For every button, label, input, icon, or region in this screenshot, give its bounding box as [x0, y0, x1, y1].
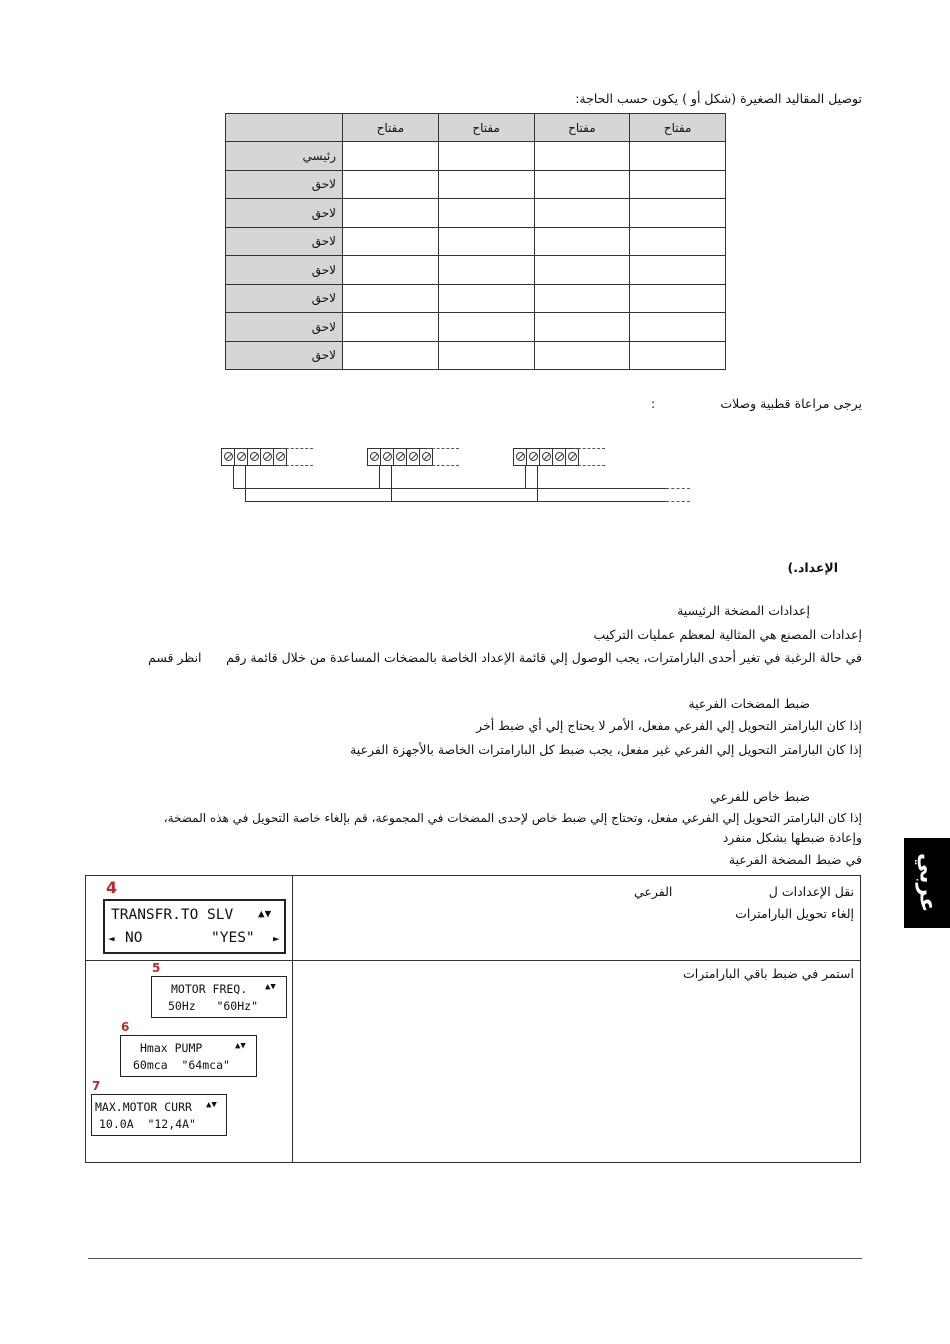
master-line1: إعدادات المصنع هي المثالية لمعظم عمليات التركيب	[593, 627, 862, 642]
row-label: رئيسي	[226, 142, 343, 171]
table-row	[226, 341, 726, 370]
special-line3: في ضبط المضخة الفرعية	[728, 852, 862, 867]
slave-line1: إذا كان البارامتر التحويل إلي الفرعي مفعل، الأمر لا يحتاج إلي أي ضبط أخر	[476, 718, 862, 733]
table-header: مفتاح	[630, 114, 726, 142]
up-down-arrows-icon: ▲▼	[235, 1041, 246, 1051]
connection-text: توصيل المقاليد الصغيرة (شكل أو ) يكون حسب الحاجة:	[575, 91, 862, 106]
step4-text2: إلغاء تحويل البارامترات	[735, 906, 854, 921]
lcd-option-yes: "YES"	[211, 930, 255, 946]
step5-text: استمر في ضبط باقي البارامترات	[682, 966, 854, 981]
lcd-line1: MAX.MOTOR CURR	[95, 1100, 192, 1114]
table-row	[226, 284, 726, 313]
table-row	[226, 142, 726, 171]
lcd-line2: 10.0A "12,4A"	[99, 1117, 196, 1131]
slave-title: ضبط المضخات الفرعية	[688, 696, 810, 711]
right-arrow-icon: ►	[273, 932, 280, 945]
lcd-display	[120, 1035, 257, 1077]
footer-divider	[88, 1258, 862, 1259]
lcd-display	[151, 976, 287, 1018]
row-label: لاحق	[226, 341, 343, 370]
step-number: 7	[92, 1079, 101, 1093]
special-title: ضبط خاص للفرعي	[710, 789, 810, 804]
steps-table	[85, 875, 861, 1163]
table-row	[226, 227, 726, 256]
master-line2: في حالة الرغبة في تغير أحدى البارامترات، يجب الوصول إلي قائمة الإعداد الخاصة بالمضخات المساعدة من خلال قائمة رقم	[226, 650, 862, 665]
left-arrow-icon: ◄	[108, 932, 115, 945]
step4-text1b: الفرعي	[634, 884, 673, 899]
step4-text1: نقل الإعدادات ل	[768, 884, 854, 899]
lcd-display	[103, 899, 286, 954]
row-label: لاحق	[226, 199, 343, 228]
row-label: لاحق	[226, 170, 343, 199]
table-header: مفتاح	[343, 114, 439, 142]
lcd-line2: 60mca "64mca"	[133, 1058, 230, 1072]
up-down-arrows-icon: ▲▼	[258, 907, 272, 920]
slave-line2: إذا كان البارامتر التحويل إلي الفرعي غير مفعل، يجب ضبط كل البارامترات الخاصة بالأجهزة الفرعية	[350, 742, 862, 757]
setup-heading: الإعداد.)	[787, 560, 838, 575]
row-label: لاحق	[226, 227, 343, 256]
step-row	[86, 876, 860, 961]
step-number: 5	[152, 961, 161, 975]
table-header: مفتاح	[438, 114, 534, 142]
lcd-line1: Hmax PUMP	[140, 1041, 203, 1055]
master-line2-ref: انظر قسم	[148, 650, 202, 665]
special-line1: إذا كان البارامتر التحويل إلي الفرعي مفعل، وتحتاج إلي ضبط خاص لإحدى المضخات في المجموعة، قم بإلغاء خاصة التحويل في هذه المضخة،	[163, 811, 862, 825]
table-corner	[226, 114, 343, 142]
polarity-colon: :	[651, 396, 656, 411]
language-tab: عربي	[904, 838, 950, 928]
up-down-arrows-icon: ▲▼	[265, 982, 276, 992]
row-label: لاحق	[226, 256, 343, 285]
step-number: 6	[121, 1020, 130, 1034]
master-title: إعدادات المضخة الرئيسية	[677, 603, 810, 618]
switch-table	[225, 113, 726, 370]
row-label: لاحق	[226, 284, 343, 313]
table-header: مفتاح	[534, 114, 630, 142]
lcd-line1: TRANSFR.TO SLV	[111, 907, 234, 923]
up-down-arrows-icon: ▲▼	[206, 1100, 217, 1110]
table-row	[226, 313, 726, 342]
table-row	[226, 199, 726, 228]
lcd-line1: MOTOR FREQ.	[171, 982, 248, 996]
step-number: 4	[106, 878, 118, 897]
table-row	[226, 170, 726, 199]
lcd-line2: 50Hz "60Hz"	[168, 999, 259, 1013]
table-row	[226, 256, 726, 285]
polarity-text: يرجى مراعاة قطبية وصلات	[720, 396, 862, 411]
row-label: لاحق	[226, 313, 343, 342]
lcd-option-no: NO	[125, 930, 143, 946]
special-line2: وإعادة ضبطها بشكل منفرد	[722, 830, 862, 845]
lcd-display	[91, 1094, 227, 1136]
